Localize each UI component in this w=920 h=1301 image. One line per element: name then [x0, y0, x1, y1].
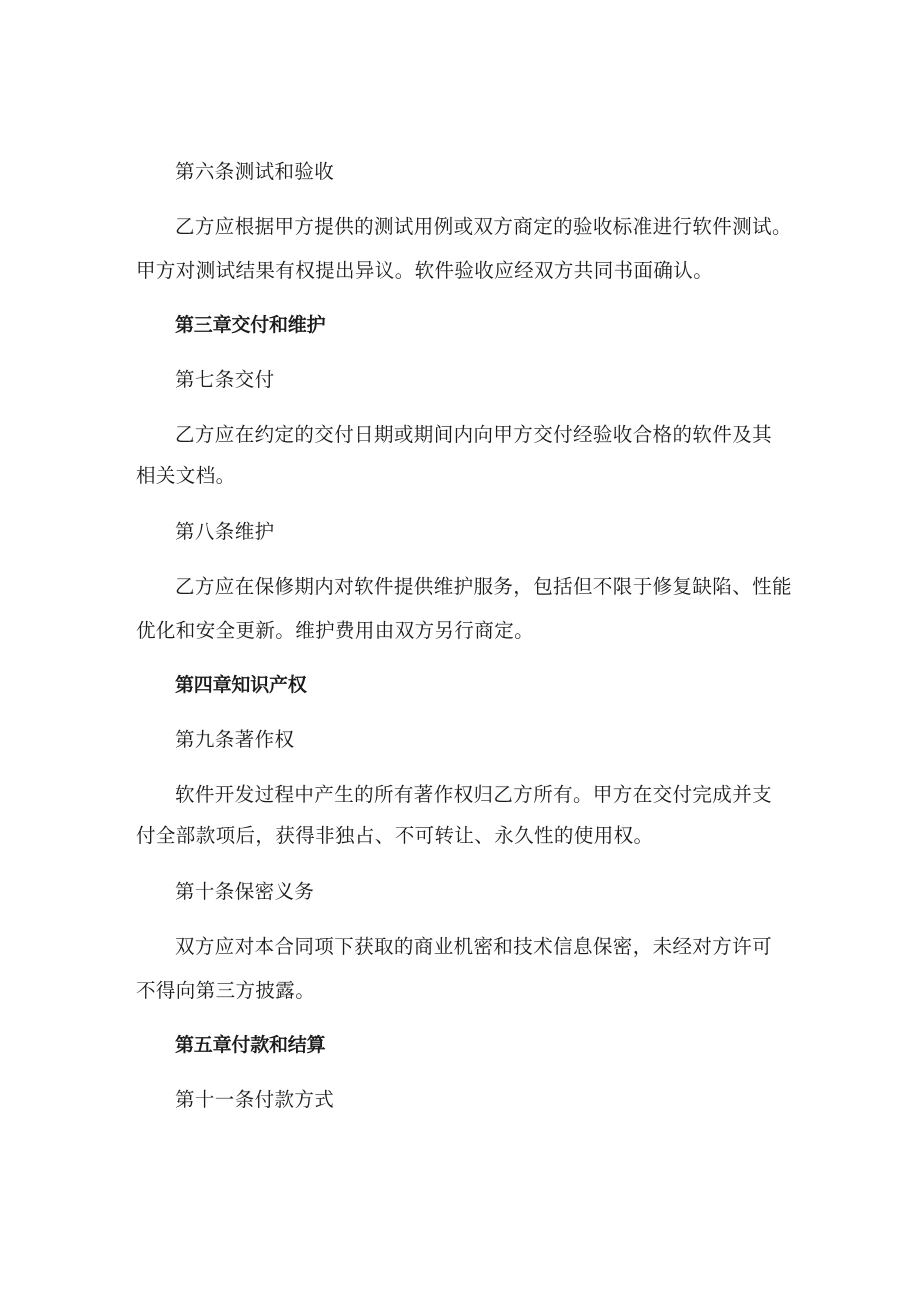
article-9-body-line-2: 付全部款项后，获得非独占、不可转让、永久性的使用权。: [136, 824, 654, 847]
article-6-body-line-2: 甲方对测试结果有权提出异议。软件验收应经双方共同书面确认。: [136, 259, 714, 282]
article-10-body-line-2: 不得向第三方披露。: [136, 979, 316, 1002]
article-8-title: 第八条维护: [175, 520, 275, 543]
chapter-3-title: 第三章交付和维护: [175, 314, 326, 336]
article-7-title: 第七条交付: [175, 368, 275, 391]
article-8-body-line-1: 乙方应在保修期内对软件提供维护服务，包括但不限于修复缺陷、性能: [175, 575, 792, 598]
article-7-body-line-2: 相关文档。: [136, 464, 236, 487]
article-8-body-line-2: 优化和安全更新。维护费用由双方另行商定。: [136, 619, 535, 642]
article-6-body-line-1: 乙方应根据甲方提供的测试用例或双方商定的验收标准进行软件测试。: [175, 215, 792, 238]
article-11-title: 第十一条付款方式: [175, 1088, 335, 1111]
article-9-title: 第九条著作权: [175, 728, 295, 751]
chapter-4-title: 第四章知识产权: [175, 674, 307, 696]
article-10-body-line-1: 双方应对本合同项下获取的商业机密和技术信息保密，未经对方许可: [175, 935, 773, 958]
article-10-title: 第十条保密义务: [175, 880, 315, 903]
article-6-title: 第六条测试和验收: [175, 160, 335, 183]
article-7-body-line-1: 乙方应在约定的交付日期或期间内向甲方交付经验收合格的软件及其: [175, 423, 773, 446]
article-9-body-line-1: 软件开发过程中产生的所有著作权归乙方所有。甲方在交付完成并支: [175, 783, 773, 806]
chapter-5-title: 第五章付款和结算: [175, 1034, 326, 1056]
